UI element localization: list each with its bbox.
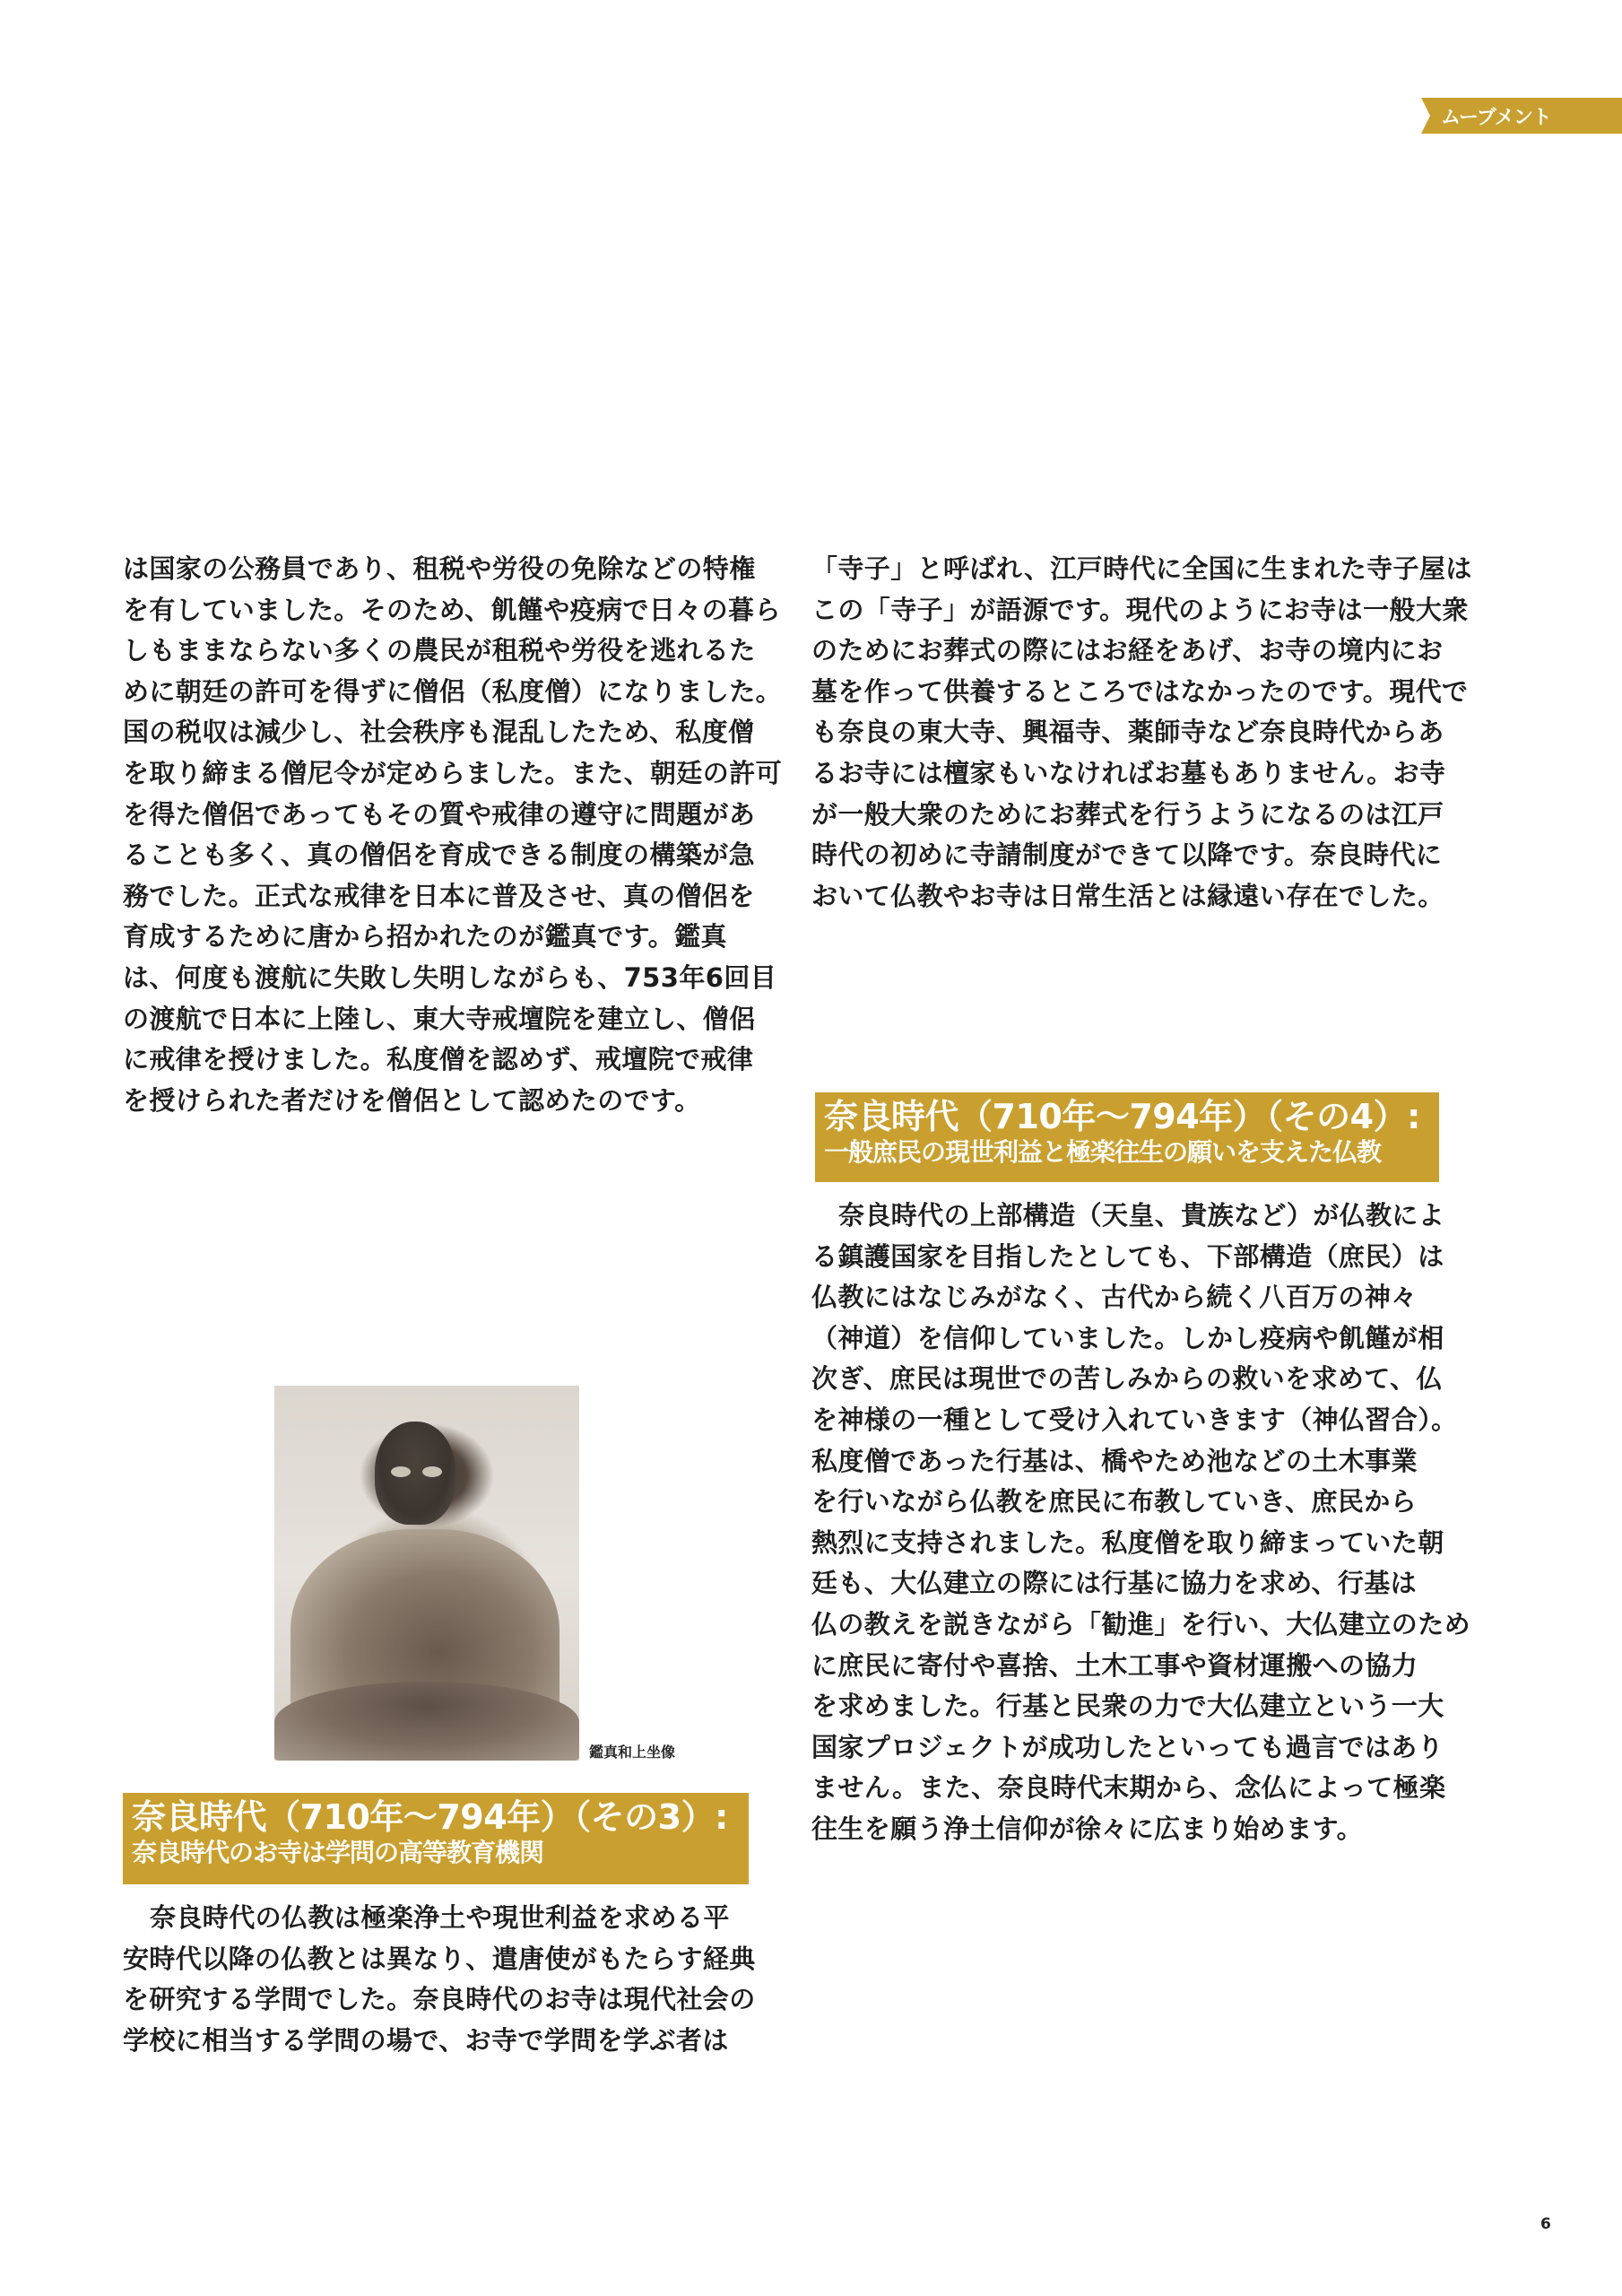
text-line: 熱烈に支持されました。私度僧を取り締まっていた朝: [811, 1526, 1444, 1558]
section-4-body: [811, 1196, 1471, 1850]
text-line: に庶民に寄付や喜捨、土木工事や資材運搬への協力: [811, 1649, 1418, 1681]
text-line: 仏教にはなじみがなく、古代から続く八百万の神々: [811, 1282, 1418, 1313]
section-3-body: [123, 1898, 756, 2061]
text-line: るお寺には檀家もいなければお墓もありません。お寺: [811, 757, 1446, 788]
statue-eye: [422, 1466, 442, 1477]
text-line: が一般大衆のためにお葬式を行うようになるのは江戸: [811, 798, 1444, 830]
section-heading-3: [123, 1793, 749, 1884]
text-line: る鎮護国家を目指したとしても、下部構造（庶民）は: [811, 1240, 1444, 1272]
text-line: おいて仏教やお寺は日常生活とは縁遠い存在でした。: [811, 880, 1444, 911]
text-line: を行いながら仏教を庶民に布教していき、庶民から: [811, 1486, 1418, 1518]
text-line: 「寺子」と呼ばれ、江戸時代に全国に生まれた寺子屋は: [811, 553, 1472, 584]
text-line: 務でした。正式な戒律を日本に普及させ、真の僧侶を: [123, 880, 755, 911]
text-line: 奈良時代の仏教は極楽浄土や現世利益を求める平: [150, 1902, 730, 1933]
text-line: も奈良の東大寺、興福寺、薬師寺など奈良時代からあ: [811, 717, 1444, 748]
page-number: 6: [1540, 2215, 1551, 2233]
text-line: この「寺子」が語源です。現代のようにお寺は一般大衆: [811, 594, 1469, 625]
text-line: 国家プロジェクトが成功したといっても過言ではあり: [811, 1731, 1444, 1762]
section-heading-subtitle: 奈良時代のお寺は学問の高等教育機関: [132, 1838, 544, 1867]
text-line: ることも多く、真の僧侶を育成できる制度の構築が急: [123, 839, 756, 871]
section-tab: [1421, 98, 1622, 134]
statue-head: [375, 1422, 455, 1525]
text-line: 墓を作って供養するところではなかったのです。現代で: [811, 675, 1469, 707]
text-line: 次ぎ、庶民は現世での苦しみからの救いを求めて、仏: [811, 1363, 1443, 1395]
section-heading-subtitle: 一般庶民の現世利益と極楽往生の願いを支えた仏教: [824, 1137, 1382, 1167]
text-line: ません。また、奈良時代末期から、念仏によって極楽: [811, 1772, 1446, 1804]
section-heading-title: 奈良時代（710年～794年）（その3）:: [132, 1797, 728, 1837]
statue-lap: [274, 1682, 579, 1761]
text-line: は、何度も渡航に失敗し失明しながらも、753年6回目: [123, 961, 777, 993]
text-line: を有していました。そのため、飢饉や疫病で日々の暮ら: [123, 594, 781, 625]
text-line: 私度僧であった行基は、橋やため池などの土木事業: [811, 1445, 1418, 1476]
text-line: の渡航で日本に上陸し、東大寺戒壇院を建立し、僧侶: [123, 1003, 756, 1034]
text-line: 学校に相当する学問の場で、お寺で学問を学ぶ者は: [123, 2024, 729, 2056]
text-line: 廷も、大仏建立の際には行基に協力を求め、行基は: [811, 1568, 1418, 1599]
statue-eye: [391, 1466, 411, 1477]
text-line: 国の税収は減少し、社会秩序も混乱したため、私度僧: [123, 717, 755, 748]
text-line: 安時代以降の仏教とは異なり、遣唐使がもたらす経典: [123, 1943, 756, 1974]
text-line: を求めました。行基と民衆の力で大仏建立という一大: [811, 1691, 1444, 1722]
figure-caption: 鑑真和上坐像: [589, 1744, 676, 1761]
text-line: 育成するために唐から招かれたのが鑑真です。鑑真: [123, 921, 727, 952]
left-column-paragraph: [123, 549, 783, 1121]
ganjin-statue-photo: [274, 1386, 579, 1761]
text-line: しもままならない多くの農民が租税や労役を逃れるた: [123, 635, 756, 666]
text-line: 奈良時代の上部構造（天皇、貴族など）が仏教によ: [838, 1200, 1445, 1231]
text-line: を研究する学問でした。奈良時代のお寺は現代社会の: [123, 1984, 756, 2015]
section-heading-title: 奈良時代（710年～794年）（その4）:: [824, 1097, 1420, 1136]
section-tab-label: ムーブメント: [1441, 106, 1551, 129]
text-line: は国家の公務員であり、租税や労役の免除などの特権: [123, 553, 756, 584]
text-line: を神様の一種として受け入れていきます（神仏習合）。: [811, 1404, 1458, 1435]
text-line: を授けられた者だけを僧侶として認めたのです。: [123, 1084, 701, 1116]
text-line: に戒律を授けました。私度僧を認めず、戒壇院で戒律: [123, 1044, 754, 1075]
text-line: のためにお葬式の際にはお経をあげ、お寺の境内にお: [811, 635, 1444, 666]
section-heading-4: [815, 1092, 1439, 1182]
text-line: を得た僧侶であってもその質や戒律の遵守に問題があ: [123, 798, 756, 830]
text-line: を取り締まる僧尼令が定めらました。また、朝廷の許可: [123, 757, 783, 788]
right-column-paragraph: [811, 549, 1472, 917]
text-line: 仏の教えを説きながら「勧進」を行い、大仏建立のため: [811, 1608, 1471, 1639]
text-line: 往生を願う浄土信仰が徐々に広まり始めます。: [811, 1813, 1364, 1844]
text-line: めに朝廷の許可を得ずに僧侶（私度僧）になりました。: [123, 675, 783, 707]
text-line: 時代の初めに寺請制度ができて以降です。奈良時代に: [811, 839, 1443, 871]
text-line: （神道）を信仰していました。しかし疫病や飢饉が相: [811, 1322, 1444, 1353]
